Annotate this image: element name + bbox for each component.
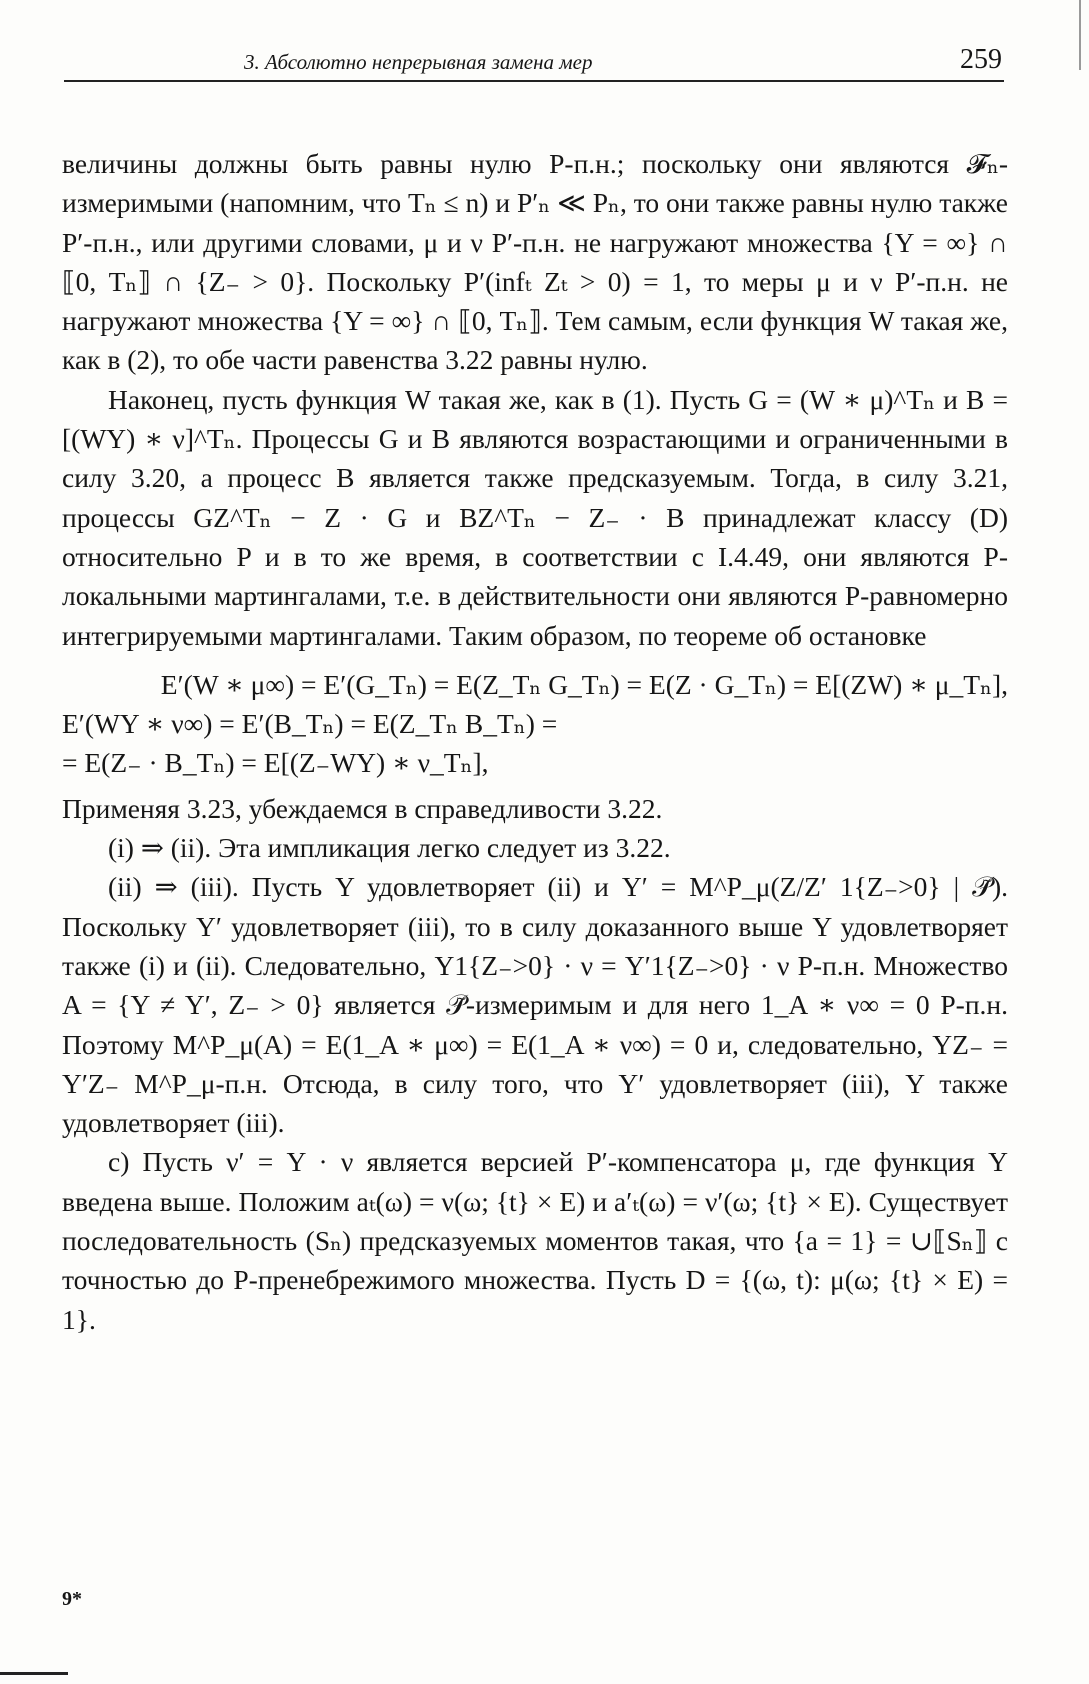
running-header: [64, 44, 1004, 82]
signature-mark: 9*: [62, 1588, 82, 1610]
paragraph: Наконец, пусть функция W такая же, как в (1). Пусть G = (W ∗ μ)^Tₙ и B = [(WY) ∗ ν]^Tₙ. Процессы G и B являются возрастающими и ограниченными в силу 3.20, а процесс B является также предсказуемым. Тогда, в силу 3.21, процессы GZ^Tₙ − Z · G и BZ^Tₙ − Z₋ · B принадлежат классу (D) относительно P и в то же время, в соответствии с I.4.49, они являются P-локальными мартингалами, т.е. в действительности они являются P-равномерно интегрируемыми мартингалами. Таким образом, по теореме об остановке: [62, 383, 1008, 651]
page-number: 259: [960, 44, 1002, 75]
page-edge-mark: [1079, 0, 1081, 70]
bottom-rule: [0, 1672, 68, 1675]
equation: E′(WY ∗ ν∞) = E′(B_Tₙ) = E(Z_Tₙ B_Tₙ) =: [62, 708, 558, 740]
paragraph: (ii) ⇒ (iii). Пусть Y удовлетворяет (ii) и Y′ = M^P_μ(Z/Z′ 1{Z₋>0} | 𝒫̃). Поскольку Y′ удовлетворяет (iii), то в силу доказанного выше Y удовлетворяет также (i) и (ii). Следовательно, Y1{Z₋>0} · ν = Y′1{Z₋>0} · ν P-п.н. Множество A = {Y ≠ Y′, Z₋ > 0} является 𝒫̃-измеримым и для него 1_A ∗ ν∞ = 0 P-п.н. Поэтому M^P_μ(A) = E(1_A ∗ μ∞) = E(1_A ∗ ν∞) = 0 и, следовательно, YZ₋ = Y′Z₋ M^P_μ-п.н. Отсюда, в силу того, что Y′ удовлетворяет (iii), Y также удовлетворяет (iii).: [62, 871, 1008, 1139]
equation: = E(Z₋ · B_Tₙ) = E[(Z₋WY) ∗ ν_Tₙ],: [62, 747, 489, 779]
main-text: [62, 144, 1008, 1339]
section-title: 3. Абсолютно непрерывная замена мер: [244, 50, 593, 74]
paragraph: величины должны быть равны нулю P-п.н.; поскольку они являются 𝓕ₙ-измеримыми (напомним, что Tₙ ≤ n) и P′ₙ ≪ Pₙ, то они также равны нулю также P′-п.н., или другими словами, μ и ν P′-п.н. не нагружают множества {Y = ∞} ∩ ⟦0, Tₙ⟧ ∩ {Z₋ > 0}. Поскольку P′(infₜ Zₜ > 0) = 1, то меры μ и ν P′-п.н. не нагружают множества {Y = ∞} ∩ ⟦0, Tₙ⟧. Тем самым, если функция W такая же, как в (2), то обе части равенства 3.22 равны нулю.: [62, 148, 1008, 376]
paragraph: Применяя 3.23, убеждаемся в справедливости 3.22.: [62, 792, 663, 824]
paragraph: (i) ⇒ (ii). Эта импликация легко следует из 3.22.: [108, 832, 671, 864]
equation: E′(W ∗ μ∞) = E′(G_Tₙ) = E(Z_Tₙ G_Tₙ) = E(Z · G_Tₙ) = E[(ZW) ∗ μ_Tₙ],: [160, 668, 1008, 700]
paragraph: c) Пусть ν′ = Y · ν является версией P′-компенсатора μ, где функция Y введена выше. Положим aₜ(ω) = ν(ω; {t} × E) и a′ₜ(ω) = ν′(ω; {t} × E). Существует последовательность (Sₙ) предсказуемых моментов такая, что {a = 1} = ∪⟦Sₙ⟧ с точностью до P-пренебрежимого множества. Пусть D = {(ω, t): μ(ω; {t} × E) = 1}.: [62, 1146, 1008, 1335]
